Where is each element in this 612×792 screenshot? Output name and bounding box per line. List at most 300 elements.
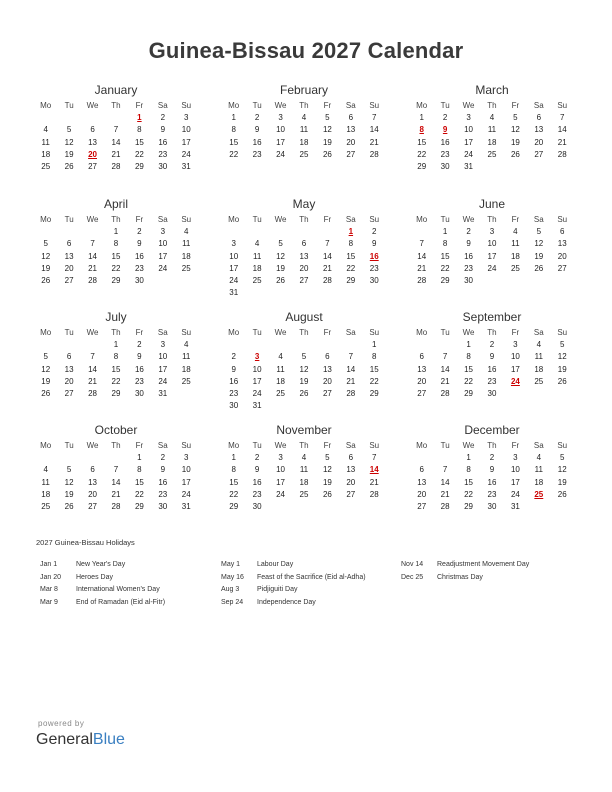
day: 26 [510, 149, 520, 159]
page-title: Guinea-Bissau 2027 Calendar [148, 38, 464, 63]
month-days-grid [34, 214, 198, 287]
weekday-header: Su [369, 215, 380, 224]
day: 20 [534, 137, 544, 147]
holiday-day: 14 [369, 465, 379, 475]
day: 30 [440, 161, 450, 171]
day: 4 [301, 453, 307, 463]
day: 26 [276, 275, 285, 285]
day: 18 [252, 263, 262, 273]
holiday-day: 8 [419, 125, 424, 135]
day: 28 [369, 489, 379, 499]
day: 8 [348, 239, 354, 249]
day: 11 [534, 465, 543, 475]
day: 8 [231, 465, 236, 475]
holiday-item [401, 559, 529, 572]
day: 18 [299, 477, 309, 487]
day: 1 [231, 113, 236, 123]
day: 2 [137, 227, 142, 237]
day: 7 [442, 352, 448, 362]
day: 30 [158, 161, 168, 171]
empty-day [269, 339, 292, 351]
day: 22 [111, 263, 121, 273]
day: 28 [88, 388, 97, 398]
day: 23 [369, 263, 379, 273]
day: 3 [278, 453, 283, 463]
day: 3 [184, 453, 189, 463]
weekday-header: Tu [64, 328, 74, 337]
empty-day [316, 339, 339, 351]
day: 7 [348, 352, 354, 362]
day: 27 [88, 501, 97, 511]
day: 16 [252, 137, 262, 147]
day: 29 [464, 388, 473, 398]
holiday-name: Pidjiguiti Day [257, 586, 298, 594]
day: 11 [534, 352, 543, 362]
holiday-item [221, 597, 366, 610]
day: 9 [137, 352, 142, 362]
day: 8 [372, 352, 377, 362]
empty-day [222, 226, 245, 238]
day: 13 [88, 477, 97, 487]
day: 27 [64, 275, 74, 285]
day: 5 [513, 113, 518, 123]
day: 5 [560, 340, 565, 350]
day: 24 [181, 149, 191, 159]
day: 24 [487, 263, 497, 273]
day: 12 [41, 364, 51, 374]
holiday-item [221, 584, 366, 597]
weekday-header: Mo [228, 328, 240, 337]
day: 14 [111, 477, 121, 487]
day: 19 [41, 376, 51, 386]
day: 12 [41, 251, 51, 261]
empty-day [316, 226, 339, 238]
weekday-header: Mo [416, 328, 428, 337]
day: 16 [229, 376, 239, 386]
month-january [34, 82, 198, 173]
day: 21 [440, 376, 450, 386]
day: 17 [158, 251, 168, 261]
day: 27 [322, 388, 332, 398]
day: 14 [557, 125, 567, 135]
day: 22 [134, 149, 144, 159]
day: 17 [510, 477, 520, 487]
day: 1 [113, 227, 119, 237]
day: 25 [181, 263, 191, 273]
day: 11 [41, 477, 50, 487]
day: 7 [90, 239, 95, 249]
day: 7 [113, 465, 119, 475]
day: 29 [134, 501, 144, 511]
day: 22 [111, 376, 121, 386]
day: 31 [229, 288, 239, 298]
day: 29 [417, 161, 427, 171]
weekday-header: Tu [64, 101, 74, 110]
empty-day [410, 226, 433, 238]
brand-general: General [36, 731, 93, 748]
holiday-day: 20 [88, 149, 97, 159]
weekday-header: We [462, 328, 475, 337]
day: 16 [134, 251, 144, 261]
day: 29 [464, 501, 473, 511]
day: 5 [43, 352, 48, 362]
day: 25 [534, 376, 544, 386]
day: 19 [276, 263, 285, 273]
day: 5 [66, 125, 72, 135]
day: 29 [346, 275, 356, 285]
holiday-day: 24 [510, 376, 520, 386]
weekday-header: Mo [40, 215, 52, 224]
month-name: August [285, 310, 323, 324]
month-days-grid [410, 100, 574, 173]
holiday-name: Readjustment Movement Day [437, 561, 530, 568]
day: 10 [252, 364, 262, 374]
day: 2 [254, 453, 260, 463]
day: 18 [181, 364, 191, 374]
day: 28 [440, 388, 450, 398]
day: 19 [299, 376, 309, 386]
weekday-header: Th [299, 215, 309, 224]
holiday-item [221, 572, 366, 585]
day: 22 [346, 263, 356, 273]
day: 12 [64, 477, 74, 487]
day: 19 [64, 149, 74, 159]
day: 16 [252, 477, 262, 487]
day: 14 [440, 364, 450, 374]
day: 6 [536, 113, 542, 123]
month-may [222, 196, 386, 299]
weekday-header: Th [299, 328, 309, 337]
weekday-header: Mo [416, 441, 428, 450]
holiday-date: Jan 1 [40, 561, 58, 568]
weekday-header: Mo [228, 215, 240, 224]
empty-day [34, 226, 57, 238]
weekday-header: Fr [511, 101, 520, 110]
empty-day [57, 339, 80, 351]
day: 24 [252, 388, 262, 398]
empty-day [245, 339, 268, 351]
day: 15 [464, 364, 473, 374]
day: 10 [510, 465, 520, 475]
day: 16 [158, 137, 168, 147]
day: 15 [229, 477, 239, 487]
holiday-name: Heroes Day [76, 573, 113, 581]
day: 11 [276, 364, 285, 374]
day: 26 [557, 489, 567, 499]
brand-blue: Blue [92, 731, 125, 748]
weekday-header: Fr [135, 441, 144, 450]
month-days-grid [222, 214, 386, 299]
day: 9 [489, 352, 495, 362]
holiday-day: 25 [534, 489, 544, 499]
day: 10 [464, 125, 473, 135]
weekday-header: Sa [533, 215, 544, 224]
month-name: February [279, 83, 329, 97]
month-name: May [292, 197, 316, 211]
month-february [222, 82, 386, 161]
weekday-header: Tu [64, 215, 74, 224]
day: 15 [134, 477, 144, 487]
day: 26 [41, 275, 51, 285]
weekday-header: Mo [228, 441, 240, 450]
day: 14 [88, 251, 97, 261]
day: 12 [322, 125, 332, 135]
weekday-header: Mo [40, 328, 52, 337]
day: 26 [64, 501, 74, 511]
day: 12 [557, 352, 567, 362]
weekday-header: Su [557, 215, 568, 224]
day: 30 [464, 275, 473, 285]
day: 3 [160, 227, 166, 237]
holiday-date: Mar 9 [40, 598, 58, 606]
day: 23 [464, 263, 473, 273]
day: 1 [466, 453, 471, 463]
month-name: October [94, 423, 138, 437]
weekday-header: Su [557, 101, 568, 110]
day: 18 [487, 137, 497, 147]
day: 19 [322, 477, 332, 487]
day: 11 [299, 465, 309, 475]
day: 15 [111, 364, 121, 374]
day: 13 [88, 137, 97, 147]
weekday-header: Mo [228, 101, 240, 110]
day: 24 [276, 489, 285, 499]
empty-day [410, 452, 433, 464]
empty-day [34, 339, 57, 351]
empty-day [292, 339, 315, 351]
day: 31 [181, 501, 191, 511]
day: 25 [41, 161, 51, 171]
day: 21 [88, 376, 97, 386]
day: 19 [534, 251, 544, 261]
month-september [410, 309, 574, 400]
day: 29 [111, 275, 121, 285]
day: 8 [231, 125, 236, 135]
holiday-date: May 16 [221, 573, 244, 581]
weekday-header: Th [111, 101, 121, 110]
weekday-header: Th [299, 101, 309, 110]
holiday-name: Labour Day [257, 561, 294, 568]
day: 7 [419, 239, 424, 249]
day: 12 [534, 239, 544, 249]
month-days-grid [222, 327, 386, 412]
weekday-header: Sa [533, 328, 544, 337]
empty-day [104, 452, 127, 464]
day: 18 [299, 137, 309, 147]
day: 12 [276, 251, 285, 261]
day: 11 [41, 137, 50, 147]
generalblue-logo[interactable] [36, 731, 125, 749]
holiday-name: New Year's Day [76, 561, 126, 568]
day: 21 [322, 263, 332, 273]
weekday-header: Tu [440, 215, 450, 224]
day: 4 [43, 465, 48, 475]
month-name: April [103, 197, 128, 211]
day: 22 [417, 149, 427, 159]
empty-day [245, 226, 268, 238]
day: 5 [278, 239, 283, 249]
month-july [34, 309, 198, 400]
holiday-name: International Women's Day [76, 586, 160, 594]
day: 20 [346, 477, 356, 487]
day: 23 [487, 489, 497, 499]
weekday-header: We [462, 101, 475, 110]
day: 7 [113, 125, 119, 135]
weekday-header: We [274, 215, 287, 224]
day: 27 [64, 388, 74, 398]
day: 3 [466, 113, 471, 123]
day: 20 [64, 376, 74, 386]
day: 19 [322, 137, 332, 147]
day: 1 [372, 340, 377, 350]
day: 8 [113, 239, 119, 249]
day: 12 [322, 465, 332, 475]
day: 21 [111, 489, 121, 499]
day: 26 [322, 489, 332, 499]
holiday-name: End of Ramadan (Eid al-Fitr) [76, 598, 166, 606]
day: 6 [419, 352, 424, 362]
day: 11 [182, 352, 191, 362]
day: 1 [231, 453, 236, 463]
day: 29 [229, 501, 239, 511]
weekday-header: Fr [511, 328, 520, 337]
day: 31 [158, 388, 168, 398]
day: 20 [417, 376, 427, 386]
day: 15 [464, 477, 473, 487]
weekday-header: Fr [323, 328, 332, 337]
weekday-header: We [86, 101, 99, 110]
day: 4 [184, 227, 189, 237]
day: 25 [487, 149, 497, 159]
day: 14 [111, 137, 121, 147]
day: 26 [534, 263, 544, 273]
day: 4 [43, 125, 48, 135]
weekday-header: Su [557, 441, 568, 450]
month-days-grid [34, 100, 198, 173]
day: 9 [231, 364, 236, 374]
day: 5 [536, 227, 542, 237]
day: 13 [534, 125, 544, 135]
day: 9 [372, 239, 377, 249]
weekday-header: Su [369, 328, 380, 337]
day: 31 [510, 501, 520, 511]
weekday-header: Mo [416, 215, 428, 224]
day: 23 [134, 376, 144, 386]
weekday-header: Su [369, 101, 380, 110]
day: 1 [419, 113, 424, 123]
day: 8 [466, 465, 471, 475]
weekday-header: We [86, 328, 99, 337]
holiday-day: 3 [254, 352, 260, 362]
weekday-header: Sa [345, 215, 356, 224]
holiday-day: 1 [348, 227, 354, 237]
day: 18 [534, 477, 544, 487]
weekday-header: Sa [157, 441, 168, 450]
day: 6 [325, 352, 330, 362]
month-december [410, 422, 574, 513]
day: 7 [372, 113, 377, 123]
weekday-header: Fr [511, 215, 520, 224]
weekday-header: Fr [323, 441, 332, 450]
day: 24 [510, 489, 520, 499]
month-october [34, 422, 198, 513]
day: 20 [557, 251, 567, 261]
day: 7 [442, 465, 448, 475]
day: 1 [137, 453, 142, 463]
day: 2 [489, 453, 495, 463]
day: 17 [276, 477, 285, 487]
day: 24 [464, 149, 473, 159]
day: 17 [252, 376, 262, 386]
day: 26 [41, 388, 51, 398]
day: 6 [301, 239, 307, 249]
weekday-header: Tu [252, 441, 262, 450]
holiday-item [40, 572, 165, 585]
day: 5 [301, 352, 307, 362]
day: 13 [346, 465, 356, 475]
day: 28 [557, 149, 567, 159]
month-name: December [464, 423, 520, 437]
day: 8 [113, 352, 119, 362]
empty-day [34, 112, 57, 124]
weekday-header: Th [111, 215, 121, 224]
day: 2 [372, 227, 377, 237]
day: 22 [464, 376, 473, 386]
holidays-title: 2027 Guinea-Bissau Holidays [36, 538, 135, 547]
day: 16 [487, 364, 497, 374]
holiday-date: Mar 8 [40, 586, 58, 594]
day: 14 [88, 364, 97, 374]
empty-day [81, 452, 104, 464]
day: 24 [181, 489, 191, 499]
day: 3 [184, 113, 189, 123]
day: 28 [369, 149, 379, 159]
day: 29 [111, 388, 121, 398]
holiday-name: Feast of the Sacrifice (Eid al-Adha) [257, 573, 366, 581]
day: 9 [489, 465, 495, 475]
day: 4 [184, 340, 189, 350]
holiday-date: Sep 24 [221, 598, 244, 606]
day: 29 [134, 161, 144, 171]
empty-day [410, 339, 433, 351]
weekday-header: Su [181, 328, 192, 337]
day: 28 [346, 388, 356, 398]
empty-day [81, 112, 104, 124]
day: 11 [182, 239, 191, 249]
weekday-header: Sa [157, 215, 168, 224]
day: 12 [510, 125, 520, 135]
weekday-header: Th [487, 328, 497, 337]
day: 23 [252, 489, 262, 499]
day: 23 [134, 263, 144, 273]
day: 10 [229, 251, 239, 261]
month-april [34, 196, 198, 287]
day: 21 [417, 263, 427, 273]
month-days-grid [222, 440, 386, 513]
day: 11 [487, 125, 497, 135]
day: 7 [325, 239, 330, 249]
day: 6 [66, 239, 72, 249]
empty-day [292, 226, 315, 238]
month-name: January [94, 83, 138, 97]
day: 22 [464, 489, 473, 499]
day: 4 [536, 453, 542, 463]
day: 22 [369, 376, 379, 386]
day: 21 [369, 137, 379, 147]
month-name: July [105, 310, 127, 324]
weekday-header: We [462, 215, 475, 224]
day: 22 [440, 263, 450, 273]
